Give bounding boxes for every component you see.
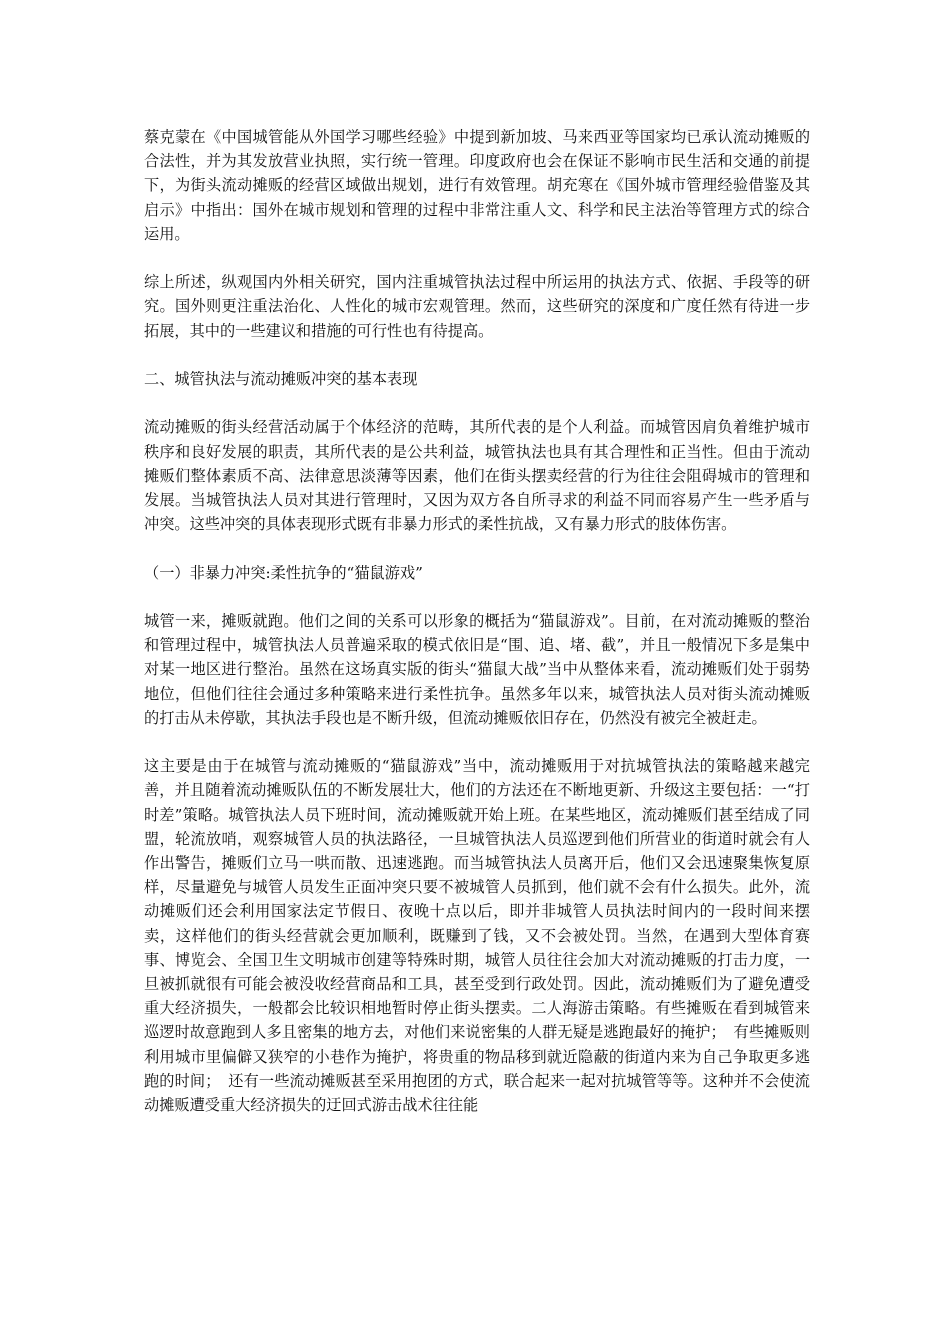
paragraph-conflict-overview: 流动摊贩的街头经营活动属于个体经济的范畴，其所代表的是个人利益。而城管因肩负着维护城市秩序和良好发展的职责，其所代表的是公共利益，城管执法也具有其合理性和正当性。但由于流动摊贩们整体素质不高、法律意思淡薄等因素，他们在街头摆卖经营的行为往往会阻碍城市的管理和发展。当城管执法人员对其进行管理时，又因为双方各自所寻求的利益不同而容易产生一些矛盾与冲突。这些冲突的具体表现形式既有非暴力形式的柔性抗战，又有暴力形式的肢体伤害。	[144, 418, 810, 534]
document-body	[144, 125, 810, 1141]
paragraph-cat-mouse-game: 城管一来，摊贩就跑。他们之间的关系可以形象的概括为“猫鼠游戏”。目前，在对流动摊贩的整治和管理过程中，城管执法人员普遍采取的模式依旧是“围、追、堵、截”，并且一般情况下多是集中对某一地区进行整治。虽然在这场真实版的街头“猫鼠大战”当中从整体来看，流动摊贩们处于弱势地位，但他们往往会通过多种策略来进行柔性抗争。虽然多年以来，城管执法人员对街头流动摊贩的打击从未停歇，其执法手段也是不断升级，但流动摊贩依旧存在，仍然没有被完全被赶走。	[144, 611, 810, 727]
paragraph-foreign-experience: 蔡克蒙在《中国城管能从外国学习哪些经验》中提到新加坡、马来西亚等国家均已承认流动摊贩的合法性，并为其发放营业执照，实行统一管理。印度政府也会在保证不影响市民生活和交通的前提下，为街头流动摊贩的经营区域做出规划，进行有效管理。胡充寒在《国外城市管理经验借鉴及其启示》中指出：国外在城市规划和管理的过程中非常注重人文、科学和民主法治等管理方式的综合运用。	[144, 128, 810, 243]
subsection-heading: （一）非暴力冲突:柔性抗争的“猫鼠游戏”	[144, 563, 423, 582]
section-heading: 二、城管执法与流动摊贩冲突的基本表现	[144, 370, 418, 388]
paragraph-summary: 综上所述，纵观国内外相关研究，国内注重城管执法过程中所运用的执法方式、依据、手段等的研究。国外则更注重法治化、人性化的城市宏观管理。然而，这些研究的深度和广度任然有待进一步拓展，其中的一些建议和措施的可行性也有待提高。	[144, 273, 810, 340]
paragraph-strategies: 这主要是由于在城管与流动摊贩的“猫鼠游戏”当中，流动摊贩用于对抗城管执法的策略越来越完善，并且随着流动摊贩队伍的不断发展壮大，他们的方法还在不断地更新、升级这主要包括：一“打时差”策略。城管执法人员下班时间，流动摊贩就开始上班。在某些地区，流动摊贩们甚至结成了同盟，轮流放哨，观察城管人员的执法路径，一旦城管执法人员巡逻到他们所营业的街道时就会有人作出警告，摊贩们立马一哄而散、迅速逃跑。而当城管执法人员离开后，他们又会迅速聚集恢复原样，尽量避免与城管人员发生正面冲突只要不被城管人员抓到，他们就不会有什么损失。此外，流动摊贩们还会利用国家法定节假日、夜晚十点以后，即并非城管人员执法时间内的一段时间来摆卖，这样他们的街头经营就会更加顺利，既赚到了钱，又不会被处罚。当然，在遇到大型体育赛事、博览会、全国卫生文明城市创建等特殊时期，城管人员往往会加大对流动摊贩的打击力度，一旦被抓就很有可能会被没收经营商品和工具，甚至受到行政处罚。因此，流动摊贩们为了避免遭受重大经济损失，一般都会比较识相地暂时停止街头摆卖。二人海游击策略。有些摊贩在看到城管来巡逻时故意跑到人多且密集的地方去，对他们来说密集的人群无疑是逃跑最好的掩护； 有些摊贩则利用城市里偏僻又狭窄的小巷作为掩护，将贵重的物品移到就近隐蔽的街道内来为自己争取更多逃跑的时间； 还有一些流动摊贩甚至采用抱团的方式，联合起来一起对抗城管等等。这种并不会使流动摊贩遭受重大经济损失的迂回式游击战术往往能	[144, 757, 810, 1115]
